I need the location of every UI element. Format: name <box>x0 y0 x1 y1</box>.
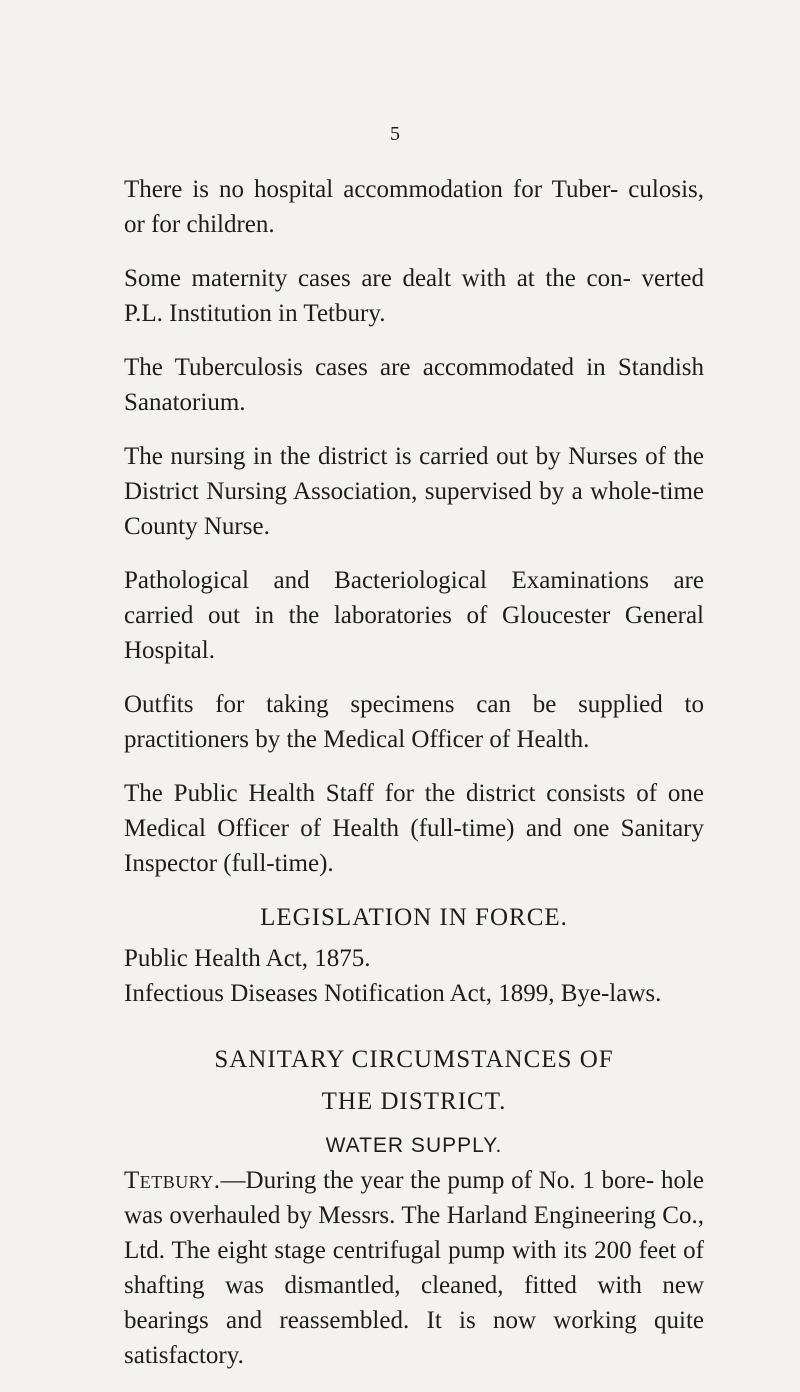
document-body <box>124 172 704 1392</box>
paragraph-nursing: The nursing in the district is carried out by Nurses of the District Nursing Association, supervised by a whole-time County Nurse. <box>124 443 704 540</box>
paragraph-hospital-accommodation: There is no hospital accommodation for Tuber- culosis, or for children. <box>124 176 704 238</box>
paragraph-lead-tetbury: Tetbury. <box>124 1167 221 1194</box>
water-supply-subheading: WATER SUPPLY. <box>325 1134 503 1157</box>
legislation-heading: LEGISLATION IN FORCE. <box>260 904 568 931</box>
paragraph-examinations: Pathological and Bacteriological Examinations are carried out in the laboratories of Gloucester General Hospital. <box>124 567 704 664</box>
paragraph-public-health-staff: The Public Health Staff for the district consists of one Medical Officer of Health (full-time) and one Sanitary Inspector (full-time). <box>124 780 704 877</box>
paragraph-water-supply-text: —During the year the pump of No. 1 bore- hole was overhauled by Messrs. The Harland Engineering Co., Ltd. The eight stage centrifugal pump with its 200 feet of shafting was dismantled, cleaned, fitted with new bearings and reassembled. It is now working quite satisfactory. <box>124 1167 704 1369</box>
paragraph-water-supply <box>124 1163 704 1373</box>
legislation-item: Public Health Act, 1875. <box>124 945 371 972</box>
paragraph-maternity-cases: Some maternity cases are dealt with at the con- verted P.L. Institution in Tetbury. <box>124 265 704 327</box>
sanitary-heading-line2: THE DISTRICT. <box>321 1088 507 1115</box>
sanitary-heading-line1: SANITARY CIRCUMSTANCES OF <box>214 1046 614 1073</box>
paragraph-outfits: Outfits for taking specimens can be supplied to practitioners by the Medical Officer of Health. <box>124 691 704 753</box>
legislation-item: Infectious Diseases Notification Act, 1899, Bye-laws. <box>124 980 662 1007</box>
paragraph-tuberculosis-cases: The Tuberculosis cases are accommodated in Standish Sanatorium. <box>124 354 704 416</box>
page-number: 5 <box>390 123 400 145</box>
